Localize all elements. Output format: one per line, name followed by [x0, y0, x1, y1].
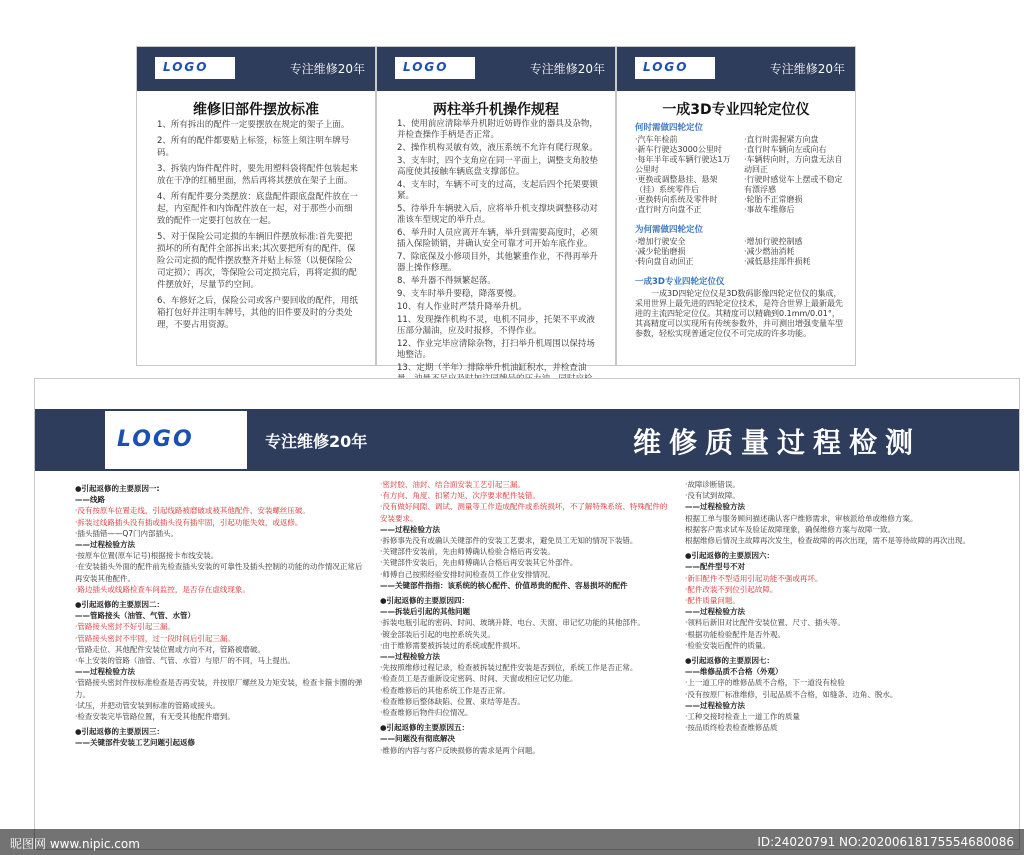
inspection-line: ——管路接头（油管、气管、水管）: [75, 611, 195, 621]
panel-title: 两柱举升机操作规程: [433, 102, 559, 118]
watermark-left: 昵图网 www.nipic.com: [10, 837, 140, 851]
inspection-line: ●引起返修的主要原因三：: [75, 727, 165, 737]
watermark-right: ID:24020791 NO:20200618175554680086: [757, 835, 1014, 849]
inspection-line: ·没有按原车位置走线，引起线路被磨破或被其他配件、安装螺丝压破。: [75, 506, 310, 516]
inspection-line: ·插头插错——Q7门内部插头。: [75, 528, 179, 538]
section-heading: 为何需做四轮定位: [635, 225, 704, 235]
inspection-line: ——问题没有彻底解决: [380, 734, 455, 744]
list-item: ·每年半年或车辆行驶达1万公里时: [635, 155, 731, 174]
inspection-line: ·先按照维修过程记录，检查被拆装过配件安装是否到位，系统工作是否正常。: [380, 663, 638, 673]
inspection-line: ·车上安装的管路（油管、气管、水管）与原厂的不同，马上提出。: [75, 656, 295, 666]
inspection-line: ·关键部件安装后，先由师傅确认合格后再安装其它外部件。: [380, 558, 578, 568]
logo: [635, 57, 715, 79]
logo: [105, 411, 247, 469]
inspection-line: ·管路走位、其他配件安装位置或方向不对，管路被磨破。: [75, 644, 265, 654]
inspection-line: ·管路接头密封不牢固，过一段时间后引起三漏。: [75, 633, 235, 643]
panel-title: 维修旧部件摆放标准: [193, 102, 319, 118]
inspection-line: ——过程检验方法: [380, 524, 440, 534]
inspection-line: ·配件质量问题。: [685, 596, 740, 606]
list-item: ·直行时车辆向左或向右: [744, 145, 827, 154]
list-item: ·汽车年检前: [635, 135, 678, 144]
inspection-line: ●引起返修的主要原因一:: [75, 484, 160, 493]
inspection-line: ·根据功能检验配件是否外观。: [685, 629, 785, 639]
inspection-line: ——过程检验方法: [380, 652, 440, 662]
tagline: 专注维修20年: [265, 432, 368, 451]
inspection-line: ——配件型号不对: [685, 562, 745, 572]
inspection-line: ·领料后新旧对比配件安装位置、尺寸、插头等。: [685, 618, 845, 628]
inspection-line: ·故障诊断错误。: [685, 480, 740, 489]
inspection-line: ●引起返修的主要原因四：: [380, 596, 470, 606]
paragraph: 11、发现操作机构不灵，电机不同步，托架不平或液压部分漏油，应及时报修，不得作业。: [397, 315, 595, 336]
inspection-line: ·管路接头密封不好引起三漏。: [75, 622, 175, 632]
list-item: ·更换或调整悬挂、悬架（挂）系统零件后: [635, 175, 718, 194]
paragraph: 1、使用前应清除举升机附近妨碍作业的器具及杂物，并检查操作手柄是否正常。: [397, 119, 598, 140]
list-item: ·更换转向系统及零件时: [635, 195, 718, 204]
checklist: [635, 237, 843, 267]
panel-header: [617, 47, 855, 91]
inspection-line: ——关键部件指指：该系统的核心配件、价值昂贵的配件、容易损坏的配件: [380, 580, 628, 590]
checklist-right: [744, 237, 843, 267]
tagline: 专注维修20年: [769, 62, 845, 76]
paragraph: 8、举升器不得频繁起落。: [397, 276, 496, 286]
panel-body: [635, 117, 843, 339]
inspection-line: ·检查员工是否重新设定密码、时间、天窗或相应记忆功能。: [380, 674, 578, 684]
inspection-line: ·维修的内容与客户反映损修的需求是两个问题。: [380, 745, 540, 755]
paragraph: 13、定期（半年）排除举升机油缸积水，并检查油: [397, 363, 587, 373]
board-header: [35, 409, 1019, 471]
tagline: 专注维修20年: [289, 62, 365, 76]
inspection-line: ●引起返修的主要原因七：: [685, 656, 775, 666]
inspection-line: ·拆装过线路插头没有插或插头没有插牢固，引起功能失效，或返修。: [75, 517, 303, 527]
panel-title: 一成3D专业四轮定位仪: [662, 102, 810, 118]
inspection-line: ·拆修事先没有或确认关键部件的安装工艺要求，避免员工无知的情况下装错。: [380, 536, 638, 546]
inspection-line: ——过程检验方法: [75, 540, 135, 550]
panel-body: [157, 119, 359, 335]
inspection-line: ——过程检验方法: [75, 667, 135, 677]
list-item: ·直行时方向盘不正: [635, 205, 702, 214]
logo: [395, 57, 475, 79]
inspection-line: ·检查安装完毕管路位置，有无受其他配件磨到。: [75, 712, 235, 722]
inspection-line: 根据客户需求试车及验证故障现象，确保维修方案与故障一致。: [685, 524, 895, 534]
logo-text: LOGO: [643, 60, 689, 74]
paragraph: 2、所有的配件都要贴上标签，标签上须注明车牌号码。: [157, 136, 350, 158]
panel-body: [397, 119, 599, 398]
inspection-line: ·检验安装后配件的质量。: [685, 640, 770, 650]
inspection-line: ●引起返修的主要原因二：: [75, 600, 165, 610]
quality-inspection-board: [34, 378, 1020, 850]
inspection-line: 根据工单与服务顾问描述确认客户维修需求，审核派给单或维修方案。: [685, 513, 918, 523]
panel-header: [137, 47, 375, 91]
inspection-line: ——维修品质不合格（外观）: [685, 667, 783, 677]
checklist: [635, 135, 843, 215]
list-item: ·轮胎不正常磨损: [744, 195, 803, 204]
list-item: ·行驶时感觉车上摆或不稳定有漂浮感: [744, 175, 843, 194]
inspection-line: ——线路: [75, 495, 105, 505]
checklist-left: [635, 237, 734, 267]
column-right: [685, 479, 975, 733]
logo-text: LOGO: [117, 427, 194, 452]
paragraph: 4、支车时，车辆不可支的过高，支起后四个托架要锁紧。: [397, 180, 598, 201]
inspection-line: ——关键部件安装工艺问题引起返修: [75, 738, 195, 748]
inspection-line: 根据维修后情况主故障再次发生，检查故障的再次出现，需不是等待故障的再次出现。: [685, 536, 970, 546]
column-left: [75, 479, 365, 749]
inspection-line: ——过程检验方法: [685, 607, 745, 617]
inspection-line: ·配件改装不到位引起故障。: [685, 584, 778, 594]
inspection-line: ·师傅自己按照经验安排时间检查员工作业安排情况。: [380, 569, 555, 579]
paragraph: 9、支车时举升要稳，降落要慢。: [397, 289, 522, 299]
inspection-line: ·检查维修后的其他系统工作是否正常。: [380, 685, 510, 695]
inspection-line: ——过程检验方法: [685, 700, 745, 710]
inspection-line: ·按原车位置(原车记号)根据接卡布线安装。: [75, 551, 219, 561]
panel-parts-storage: [136, 46, 376, 366]
paragraph: 5、待举升车辆驶入后，应将举升机支撑块调整移动对准该车型规定的举升点。: [397, 204, 598, 225]
logo-text: LOGO: [403, 60, 449, 74]
inspection-line: ·密封胶、油封、结合面安装工艺引起三漏。: [380, 480, 525, 489]
checklist-right: [744, 135, 843, 215]
paragraph: 3、支车时，四个支角应在同一平面上，调整支角胶垫高度使其接触车辆底盘支撑部位。: [397, 156, 598, 177]
logo-text: LOGO: [163, 60, 209, 74]
inspection-line: ——拆装后引起的其他问题: [380, 607, 470, 617]
paragraph: 4、所有配件要分类摆放：底盘配件跟底盘配件放在一起，内室配件和内饰配件放在一起，对于那些小而细致的配件一定要打包放在一起。: [157, 192, 358, 226]
paragraph: 1、所有拆出的配件一定要摆放在规定的架子上面。: [157, 120, 350, 130]
inspection-line: ·在安装插头外面的配件前先检查插头安装的可靠性及插头控制的功能的动作情况正常后再安装其他配件。: [75, 562, 363, 583]
inspection-line: ·检查维修后整体缺陷、位置、束结等是否。: [380, 696, 525, 706]
inspection-line: ·试压，并把动管安装到标准的管路或接头。: [75, 700, 220, 710]
inspection-line: ·没有试到故障。: [685, 491, 740, 501]
panel-lift-operation: [376, 46, 616, 373]
list-item: ·减少燃油消耗: [744, 247, 795, 256]
list-item: ·增加行驶安全: [635, 237, 686, 246]
inspection-line: ·没有做好间隙、调试、测量等工作造成配件或系统损坏，不了解特殊系统、特殊配件的安装要求。: [380, 502, 668, 523]
inspection-line: ·上一道工序的维修品质不合格，下一道没有检验: [685, 678, 845, 688]
inspection-line: ·拆装电瓶引起的密码、时间、玻璃升降、电台、天窗、串记忆功能的其他部件。: [380, 618, 645, 628]
inspection-line: ·按品质终检表检查维修品质: [685, 723, 778, 733]
intro-text: 一成3D四轮定位仪是3D数码影像四轮定位仪的集成，采用世界上最先进的四轮定位技术，是符合世界上最新最先进的主流四轮定位仪。其精度可以精确到0.1mm/0.01°，其高精度可以实现所有传统参数外，并可测出增强变量车型参数，轻松实现普通定位仪不可完成的许多功能。: [635, 289, 843, 338]
inspection-line: ·关键部件安装前，先由师傅确认检验合格后再安装。: [380, 547, 555, 557]
paragraph: 2、操作机构灵敏有效，液压系统不允许有爬行现象。: [397, 143, 598, 153]
section-heading: 何时需做四轮定位: [635, 123, 704, 133]
list-item: ·转向盘自动回正: [635, 257, 694, 266]
paragraph: 12、作业完毕应清除杂物，打扫举升机周围以保持场地整洁。: [397, 339, 595, 360]
checklist-left: [635, 135, 734, 215]
board-title: 维修质量过程检测: [632, 426, 921, 459]
list-item: ·减少轮胎磨损: [635, 247, 686, 256]
inspection-line: ——过程检验方法: [685, 502, 745, 512]
inspection-line: ·新旧配件不型适用引起功能不强或再坏。: [685, 573, 823, 583]
paragraph: 6、举升时人员应离开车辆，举升到需要高度时，必须插入保险锁销，并确认安全可靠才可开始车底作业。: [397, 228, 598, 249]
inspection-line: ·镀金部装后引起的电控系统失灵。: [380, 629, 495, 639]
paragraph: 6、车修好之后，保险公司或客户要回收的配件，用纸箱打包好并注明车牌号，其他的旧件要及时的分类处理，不要占用资源。: [157, 296, 358, 330]
inspection-line: ·检查维修后物件归位情况。: [380, 708, 473, 718]
list-item: ·直行时需握紧方向盘: [744, 135, 819, 144]
section-heading: 一成3D专业四轮定位仪: [635, 277, 725, 287]
inspection-line: ·管路接头密封件按标准检查是否再安装，并按原厂螺丝及力矩安装，检查卡箍卡圈的弹力。: [75, 678, 363, 699]
inspection-line: ·由于维修需要被拆装过的系统或配件损坏。: [380, 640, 525, 650]
panel-header: [377, 47, 615, 91]
paragraph: 7、除底保及小修项目外，其他繁重作业，不得再举升器上操作修理。: [397, 252, 598, 273]
list-item: ·增加行驶控制感: [744, 237, 803, 246]
tagline: 专注维修20年: [529, 62, 605, 76]
paragraph: 5、对于保险公司定损的车辆旧件摆放标准:首先要把损坏的所有配件全部拆出来;其次要把所有的配件，保险公司定损的配件摆放整齐并贴上标签（以便保险公司定损）；再次，等保险公司定损完后，再将定损的配件摆放好，尽量节约空间。: [157, 232, 357, 290]
list-item: ·事故车维修后: [744, 205, 795, 214]
column-middle: [380, 479, 670, 756]
inspection-line: ·有方向、角度、扣紧力矩、次序要求配件装错。: [380, 491, 540, 501]
list-item: ·减低悬挂部件损耗: [744, 257, 811, 266]
paragraph: 10、有人作业时严禁升降举升机。: [397, 302, 527, 312]
panel-wheel-alignment: [616, 46, 856, 366]
list-item: ·车辆转向时，方向盘无法自动回正: [744, 155, 843, 174]
inspection-line: ·工种交接时检查上一道工作的质量: [685, 712, 800, 722]
inspection-line: ●引起返修的主要原因六：: [685, 551, 775, 561]
paragraph: 3、拆装内饰件配件时，要先用塑料袋将配件包装起来放在干净的红桶里面，然后再将其摆放在架子上面。: [157, 164, 358, 186]
inspection-line: ·没有按原厂标准维修，引起品质不合格，如缝条、边角、脱水。: [685, 689, 898, 699]
watermark-bar: [0, 829, 1024, 855]
inspection-line: ●引起返修的主要原因五：: [380, 723, 470, 733]
inspection-line: ·路边插头或线路检查车间监控，是否存在虚线现象。: [75, 584, 250, 594]
list-item: ·新车行驶达3000公里时: [635, 145, 722, 154]
logo: [155, 57, 235, 79]
